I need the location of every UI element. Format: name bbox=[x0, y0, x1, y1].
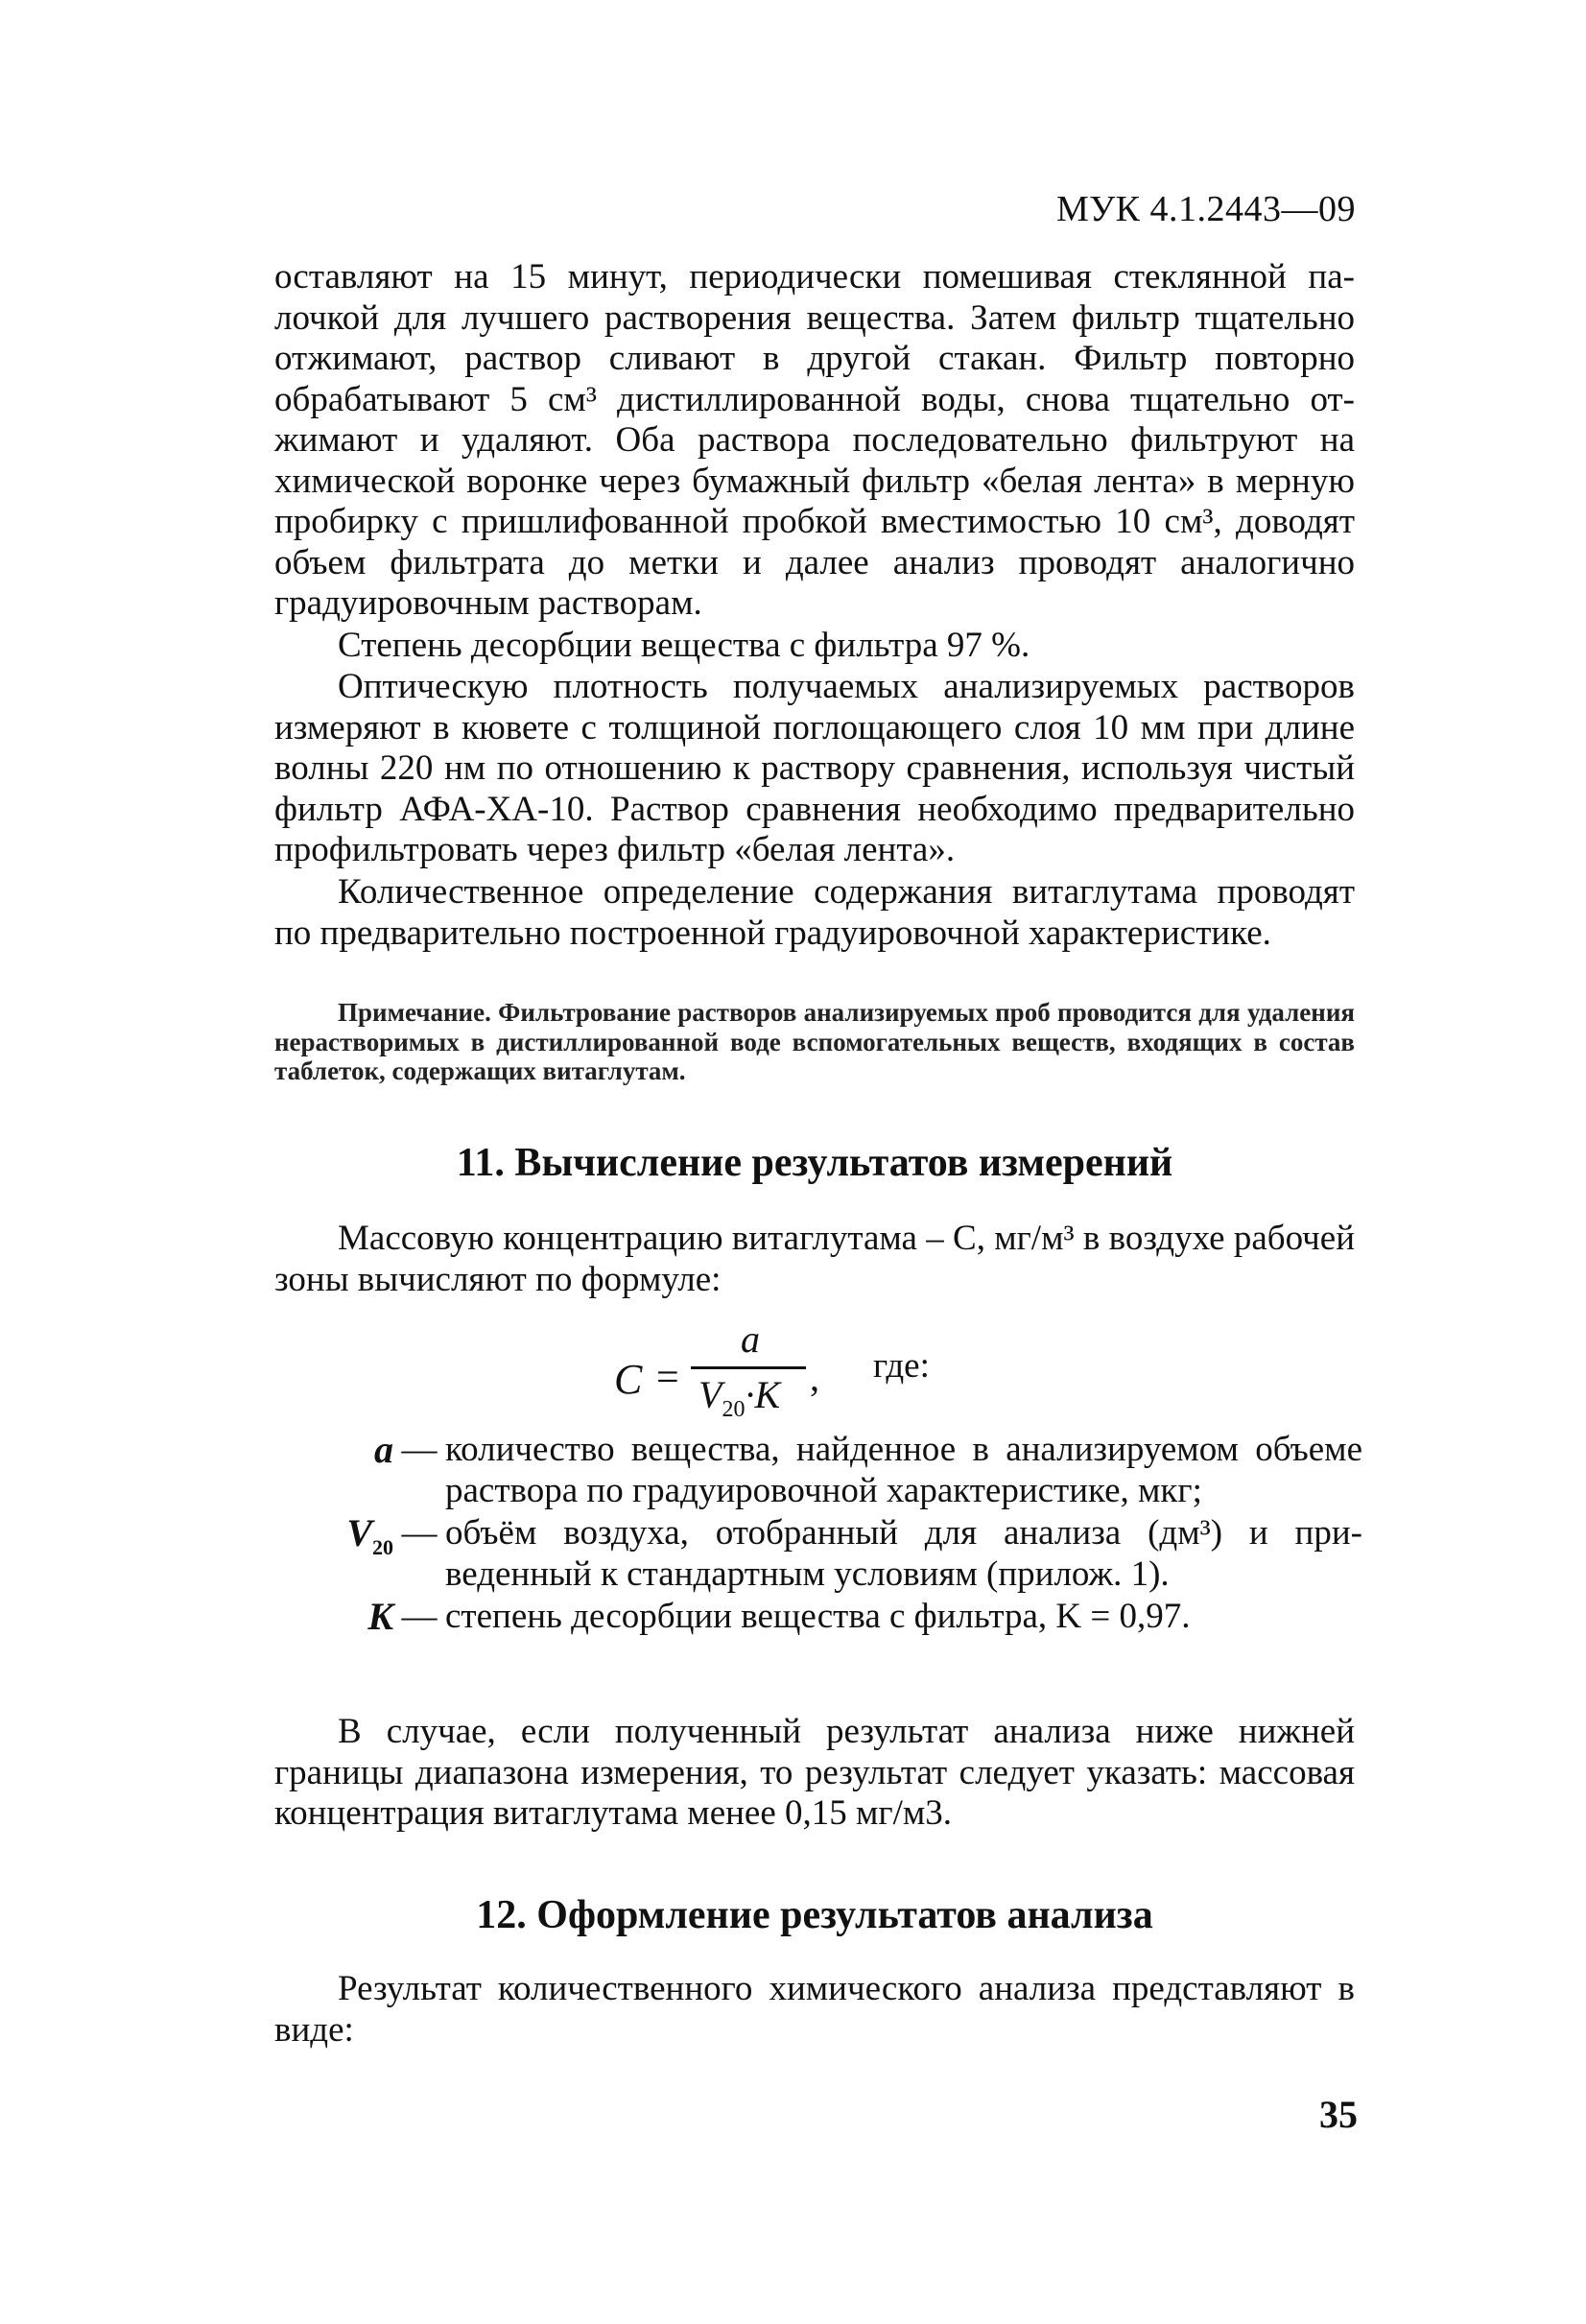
definition-dash: — bbox=[401, 1513, 438, 1553]
section-11-heading: 11. Вычисление результатов измерений bbox=[456, 1141, 1173, 1185]
section-11-closing: В случае, если полученный результат анализа ниже нижней границы диапазона измерения, то результат следует указать: массовая концентрация витаглутама менее 0,15 мг/м3. bbox=[274, 1712, 1355, 1833]
concentration-formula bbox=[614, 1316, 1017, 1422]
note-text: Фильтрование растворов анализируемых проб проводится для удаления нерастворимых в дистиллированной воде вспомогательных веществ, входящих в состав таблеток, содержащих витаглутам. bbox=[274, 998, 1356, 1085]
definition-text: степень десорбции вещества с фильтра, K = 0,97. bbox=[445, 1597, 1191, 1636]
formula-equals: = bbox=[656, 1356, 679, 1400]
section-11-intro: Массовую концентрацию витаглутама – С, мг/м³ в воздухе рабочей зоны вычисляют по формуле: bbox=[274, 1219, 1355, 1299]
formula-where: где: bbox=[873, 1346, 930, 1386]
paragraph-desorption: Степень десорбции вещества с фильтра 97 %. bbox=[338, 626, 1030, 665]
paragraph-filtration: оставляют на 15 минут, периодически помешивая стеклянной палочкой для лучшего растворения вещества. Затем фильтр тщательно отжимают, раствор сливают в другой стакан. Фильтр повторно обрабатывают 5 см³ дистиллированной воды, снова тщательно отжимают и удаляют. Оба раствора последовательно фильтруют на химической воронке через бумажный фильтр «белая лента» в мерную пробирку с пришлифованной пробкой вместимостью 10 см³, доводят объем фильтрата до метки и далее анализ проводят аналогично градуировочным растворам. bbox=[274, 257, 1355, 623]
note bbox=[274, 998, 1355, 1086]
page-number: 35 bbox=[1319, 2093, 1358, 2136]
formula-numerator: a bbox=[741, 1317, 760, 1361]
definition-dash: — bbox=[401, 1597, 438, 1636]
section-12-heading: 12. Оформление результатов анализа bbox=[476, 1893, 1153, 1937]
definition-text: количество вещества, найденное в анализируемом объеме раствора по градуировочной характеристике, мкг; bbox=[445, 1430, 1362, 1510]
paragraph-optical-density: Оптическую плотность получаемых анализируемых растворов измеряют в кювете с толщиной поглощающего слоя 10 мм при длине волны 220 нм по отношению к раствору сравнения, используя чистый фильтр АФА-ХА-10. Раствор сравнения необходимо предварительно профильтровать через фильтр «белая лента». bbox=[274, 667, 1355, 869]
formula-comma: , bbox=[810, 1356, 819, 1399]
formula-fraction-bar bbox=[691, 1366, 806, 1369]
formula-lhs: С bbox=[614, 1356, 643, 1403]
definition-text: объём воздуха, отобранный для анализа (дм³) и приведенный к стандартным условиям (прилож. 1). bbox=[445, 1513, 1362, 1594]
document-id: МУК 4.1.2443—09 bbox=[1055, 189, 1356, 229]
definition-k bbox=[345, 1597, 1362, 1652]
definition-v20 bbox=[345, 1513, 1362, 1595]
section-12-intro: Результат количественного химического анализа представляют в виде: bbox=[274, 1969, 1355, 2050]
formula-denominator: $V_{20}\cdot K$ bbox=[698, 1373, 781, 1422]
definition-symbol: $V_{20}$ bbox=[346, 1511, 393, 1559]
definition-dash: — bbox=[401, 1430, 438, 1469]
note-label: Примечание. bbox=[338, 998, 491, 1027]
variable-definitions bbox=[345, 1430, 1362, 1652]
paragraph-quantitative: Количественное определение содержания витаглутама проводят по предварительно построенной градуировочной характеристике. bbox=[274, 872, 1355, 953]
definition-symbol: K bbox=[367, 1595, 393, 1638]
definition-symbol: a bbox=[374, 1428, 393, 1471]
definition-a bbox=[345, 1430, 1362, 1511]
